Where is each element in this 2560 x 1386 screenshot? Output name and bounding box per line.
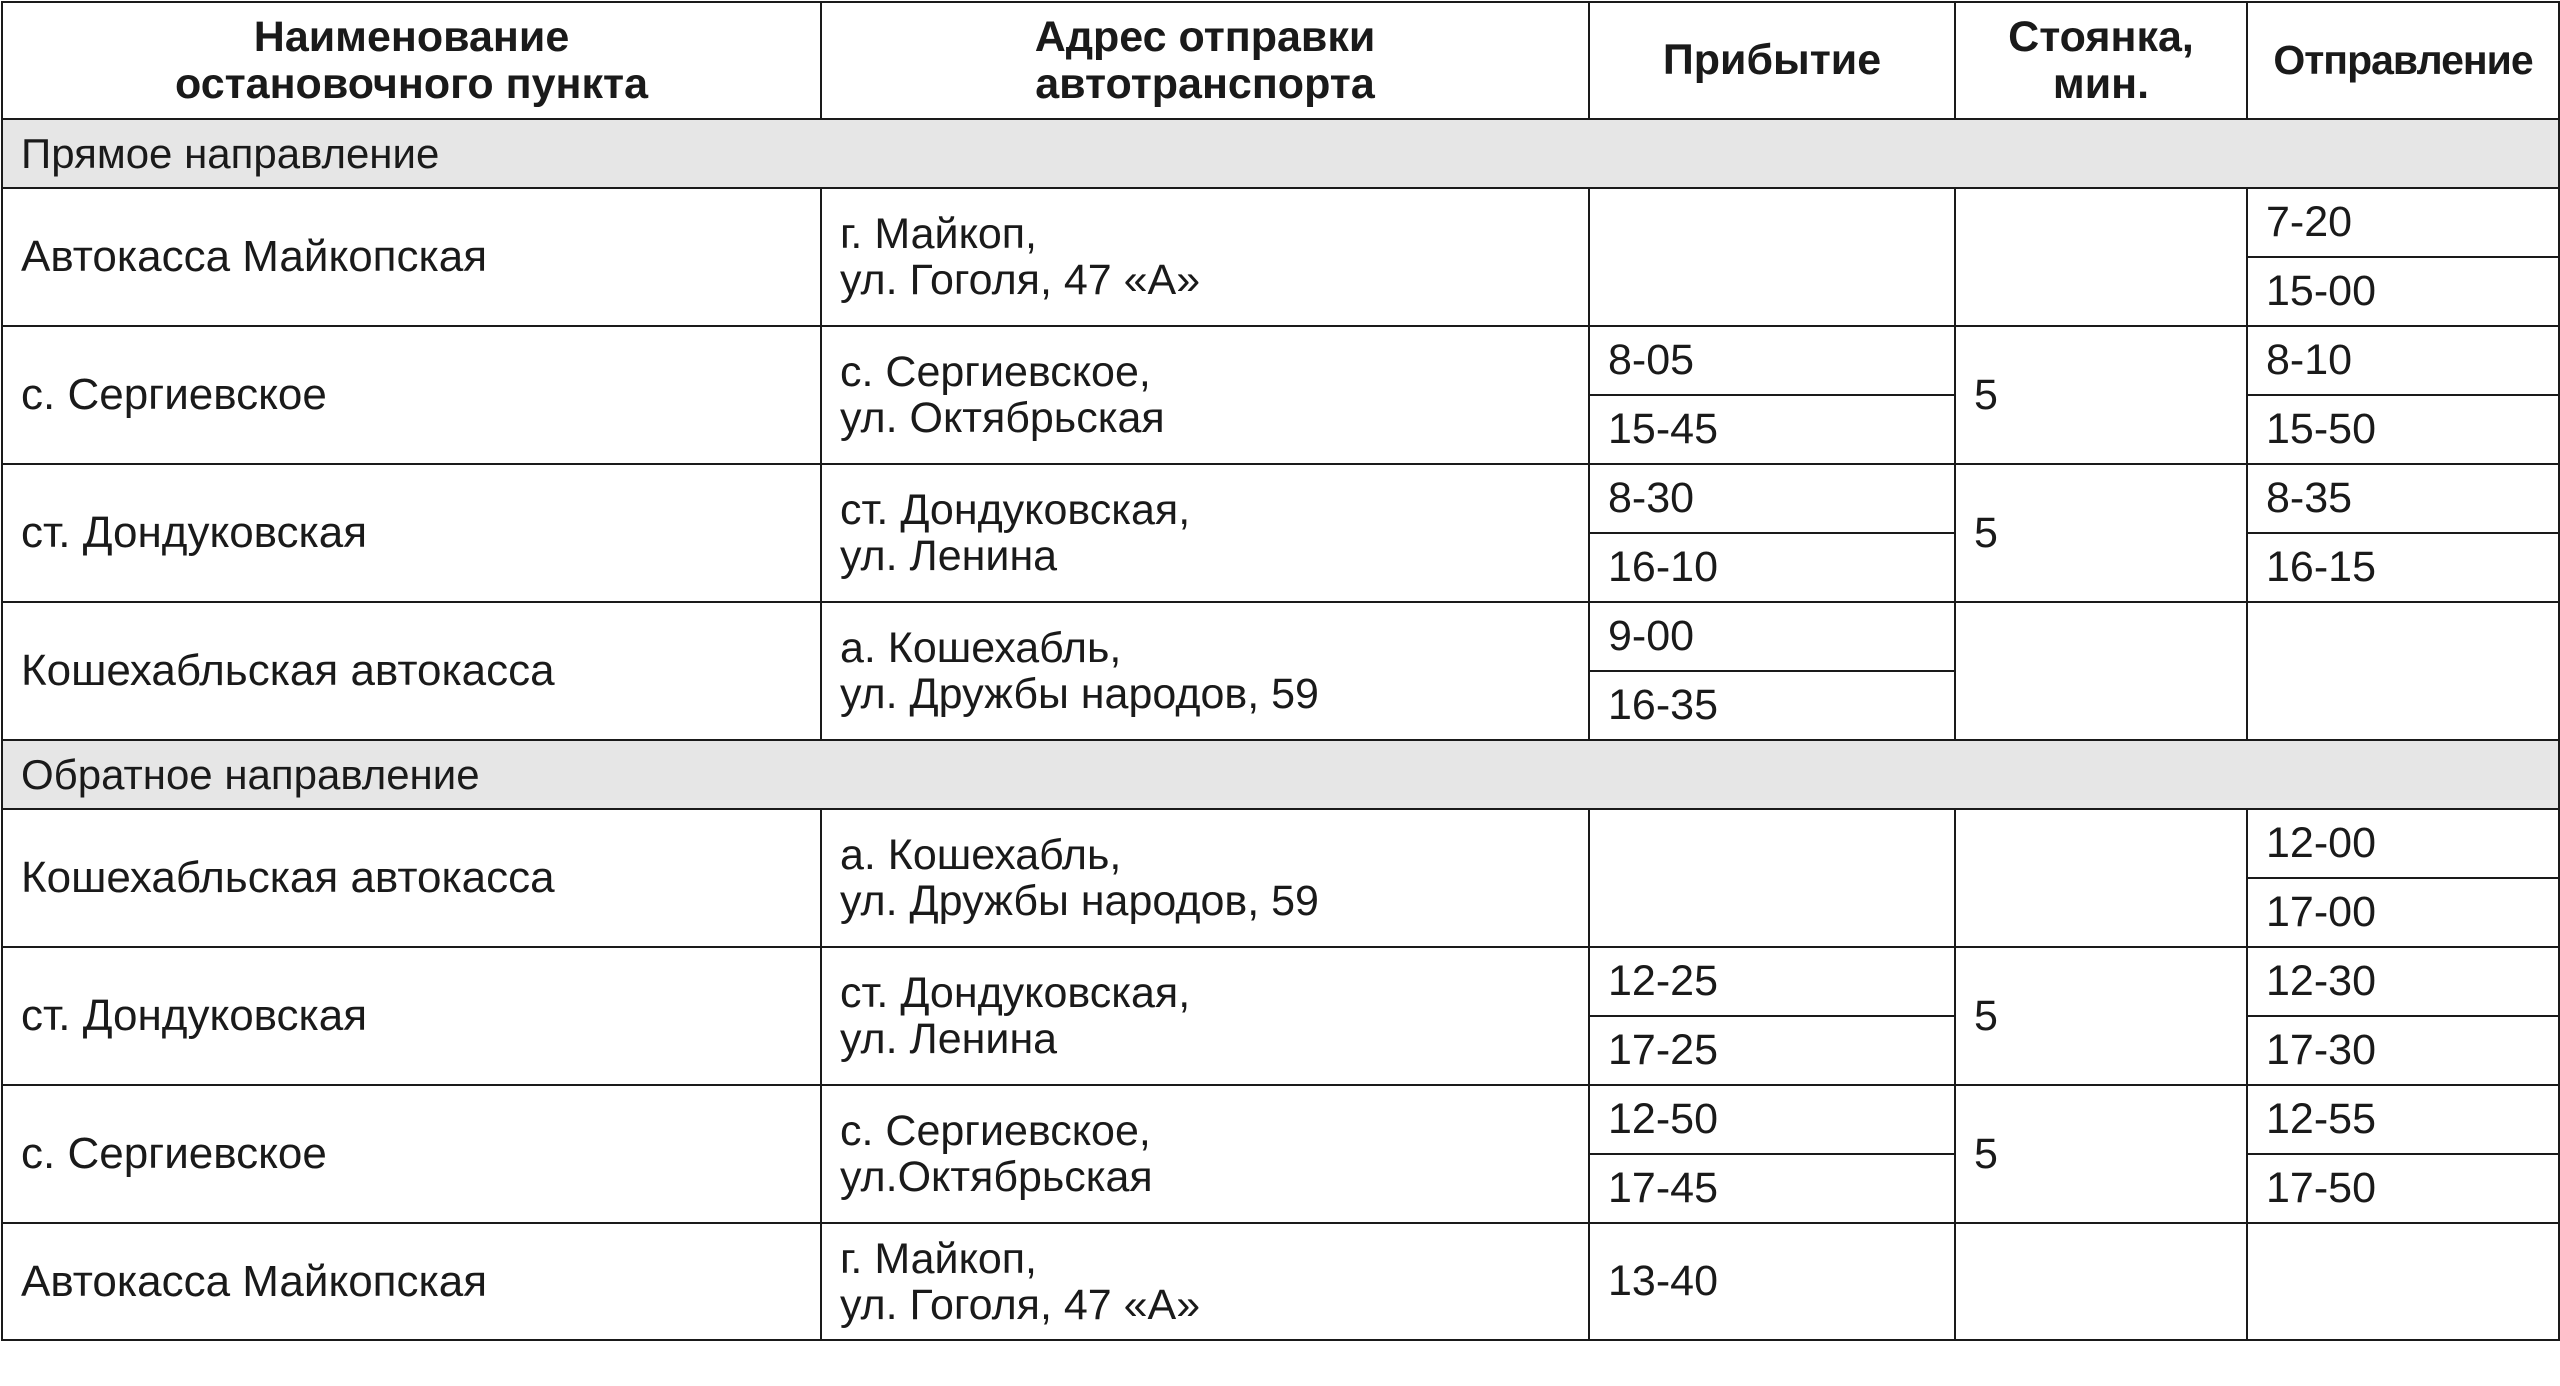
address-line: с. Сергиевское, bbox=[840, 348, 1151, 396]
stop-name: с. Сергиевское bbox=[2, 326, 821, 464]
table-row bbox=[2, 1085, 2559, 1154]
address-line: ул.Октябрьская bbox=[840, 1153, 1153, 1201]
stay-minutes bbox=[1955, 602, 2247, 740]
arrival-time: 15-45 bbox=[1589, 395, 1955, 464]
departure-time bbox=[2247, 1223, 2559, 1340]
arrival-time: 12-25 bbox=[1589, 947, 1955, 1016]
arrival-time: 13-40 bbox=[1589, 1223, 1955, 1340]
section-title-backward: Обратное направление bbox=[2, 740, 2559, 809]
arrival-time: 8-05 bbox=[1589, 326, 1955, 395]
departure-time: 12-00 bbox=[2247, 809, 2559, 878]
arrival-time: 16-35 bbox=[1589, 671, 1955, 740]
address-line: ул. Ленина bbox=[840, 1015, 1058, 1063]
departure-time: 8-35 bbox=[2247, 464, 2559, 533]
departure-time: 16-15 bbox=[2247, 533, 2559, 602]
arrival-time: 17-45 bbox=[1589, 1154, 1955, 1223]
header-row bbox=[2, 2, 2559, 119]
address-line: ул. Гоголя, 47 «А» bbox=[840, 1280, 1201, 1329]
address-line: г. Майкоп, bbox=[840, 1234, 1038, 1283]
table-row bbox=[2, 464, 2559, 533]
schedule-table bbox=[1, 1, 2560, 1341]
stop-address bbox=[821, 947, 1589, 1085]
address-line: г. Майкоп, bbox=[840, 210, 1038, 258]
arrival-time bbox=[1589, 809, 1955, 947]
table-row bbox=[2, 188, 2559, 257]
header-arrival: Прибытие bbox=[1589, 2, 1955, 119]
stop-name: Автокасса Майкопская bbox=[2, 1223, 821, 1340]
address-line: ул. Гоголя, 47 «А» bbox=[840, 256, 1201, 304]
arrival-time bbox=[1589, 188, 1955, 326]
stop-name: Кошехабльская автокасса bbox=[2, 602, 821, 740]
address-line: ст. Дондуковская, bbox=[840, 486, 1191, 534]
stop-address bbox=[821, 602, 1589, 740]
arrival-time: 12-50 bbox=[1589, 1085, 1955, 1154]
stay-minutes bbox=[1955, 809, 2247, 947]
header-stay-line1: Стоянка, bbox=[2008, 12, 2194, 61]
stop-name: Автокасса Майкопская bbox=[2, 188, 821, 326]
stop-name: ст. Дондуковская bbox=[2, 947, 821, 1085]
stop-name: ст. Дондуковская bbox=[2, 464, 821, 602]
header-stop-line1: Наименование bbox=[253, 12, 570, 61]
table-row bbox=[2, 809, 2559, 878]
table-row bbox=[2, 602, 2559, 671]
section-forward-row bbox=[2, 119, 2559, 188]
departure-time: 17-50 bbox=[2247, 1154, 2559, 1223]
address-line: ул. Октябрьская bbox=[840, 394, 1165, 442]
stop-address bbox=[821, 326, 1589, 464]
table-row bbox=[2, 947, 2559, 1016]
header-departure: Отправление bbox=[2247, 2, 2559, 119]
address-line: а. Кошехабль, bbox=[840, 624, 1122, 672]
header-stay-line2: мин. bbox=[2052, 59, 2150, 108]
address-line: ул. Дружбы народов, 59 bbox=[840, 670, 1319, 718]
stop-address bbox=[821, 809, 1589, 947]
address-line: с. Сергиевское, bbox=[840, 1107, 1151, 1155]
address-line: ул. Ленина bbox=[840, 532, 1058, 580]
arrival-time: 8-30 bbox=[1589, 464, 1955, 533]
header-stay bbox=[1955, 2, 2247, 119]
departure-time: 17-00 bbox=[2247, 878, 2559, 947]
stop-address bbox=[821, 1085, 1589, 1223]
header-address bbox=[821, 2, 1589, 119]
stop-address bbox=[821, 188, 1589, 326]
departure-time bbox=[2247, 602, 2559, 740]
stop-name: Кошехабльская автокасса bbox=[2, 809, 821, 947]
header-stop-line2: остановочного пункта bbox=[175, 59, 648, 108]
departure-time: 7-20 bbox=[2247, 188, 2559, 257]
stop-address bbox=[821, 464, 1589, 602]
departure-time: 8-10 bbox=[2247, 326, 2559, 395]
departure-time: 15-00 bbox=[2247, 257, 2559, 326]
table-row bbox=[2, 326, 2559, 395]
stay-minutes: 5 bbox=[1955, 947, 2247, 1085]
departure-time: 17-30 bbox=[2247, 1016, 2559, 1085]
stop-address bbox=[821, 1223, 1589, 1340]
header-address-line1: Адрес отправки bbox=[1034, 12, 1376, 61]
departure-time: 12-30 bbox=[2247, 947, 2559, 1016]
address-line: ст. Дондуковская, bbox=[840, 969, 1191, 1017]
address-line: а. Кошехабль, bbox=[840, 831, 1122, 879]
header-address-line2: автотранспорта bbox=[1035, 59, 1375, 108]
arrival-time: 16-10 bbox=[1589, 533, 1955, 602]
header-stop bbox=[2, 2, 821, 119]
stay-minutes: 5 bbox=[1955, 464, 2247, 602]
section-title-forward: Прямое направление bbox=[2, 119, 2559, 188]
stay-minutes bbox=[1955, 188, 2247, 326]
stay-minutes bbox=[1955, 1223, 2247, 1340]
stay-minutes: 5 bbox=[1955, 326, 2247, 464]
arrival-time: 17-25 bbox=[1589, 1016, 1955, 1085]
departure-time: 12-55 bbox=[2247, 1085, 2559, 1154]
arrival-time: 9-00 bbox=[1589, 602, 1955, 671]
address-line: ул. Дружбы народов, 59 bbox=[840, 877, 1319, 925]
stay-minutes: 5 bbox=[1955, 1085, 2247, 1223]
departure-time: 15-50 bbox=[2247, 395, 2559, 464]
stop-name: с. Сергиевское bbox=[2, 1085, 821, 1223]
table-row bbox=[2, 1223, 2559, 1340]
section-backward-row bbox=[2, 740, 2559, 809]
